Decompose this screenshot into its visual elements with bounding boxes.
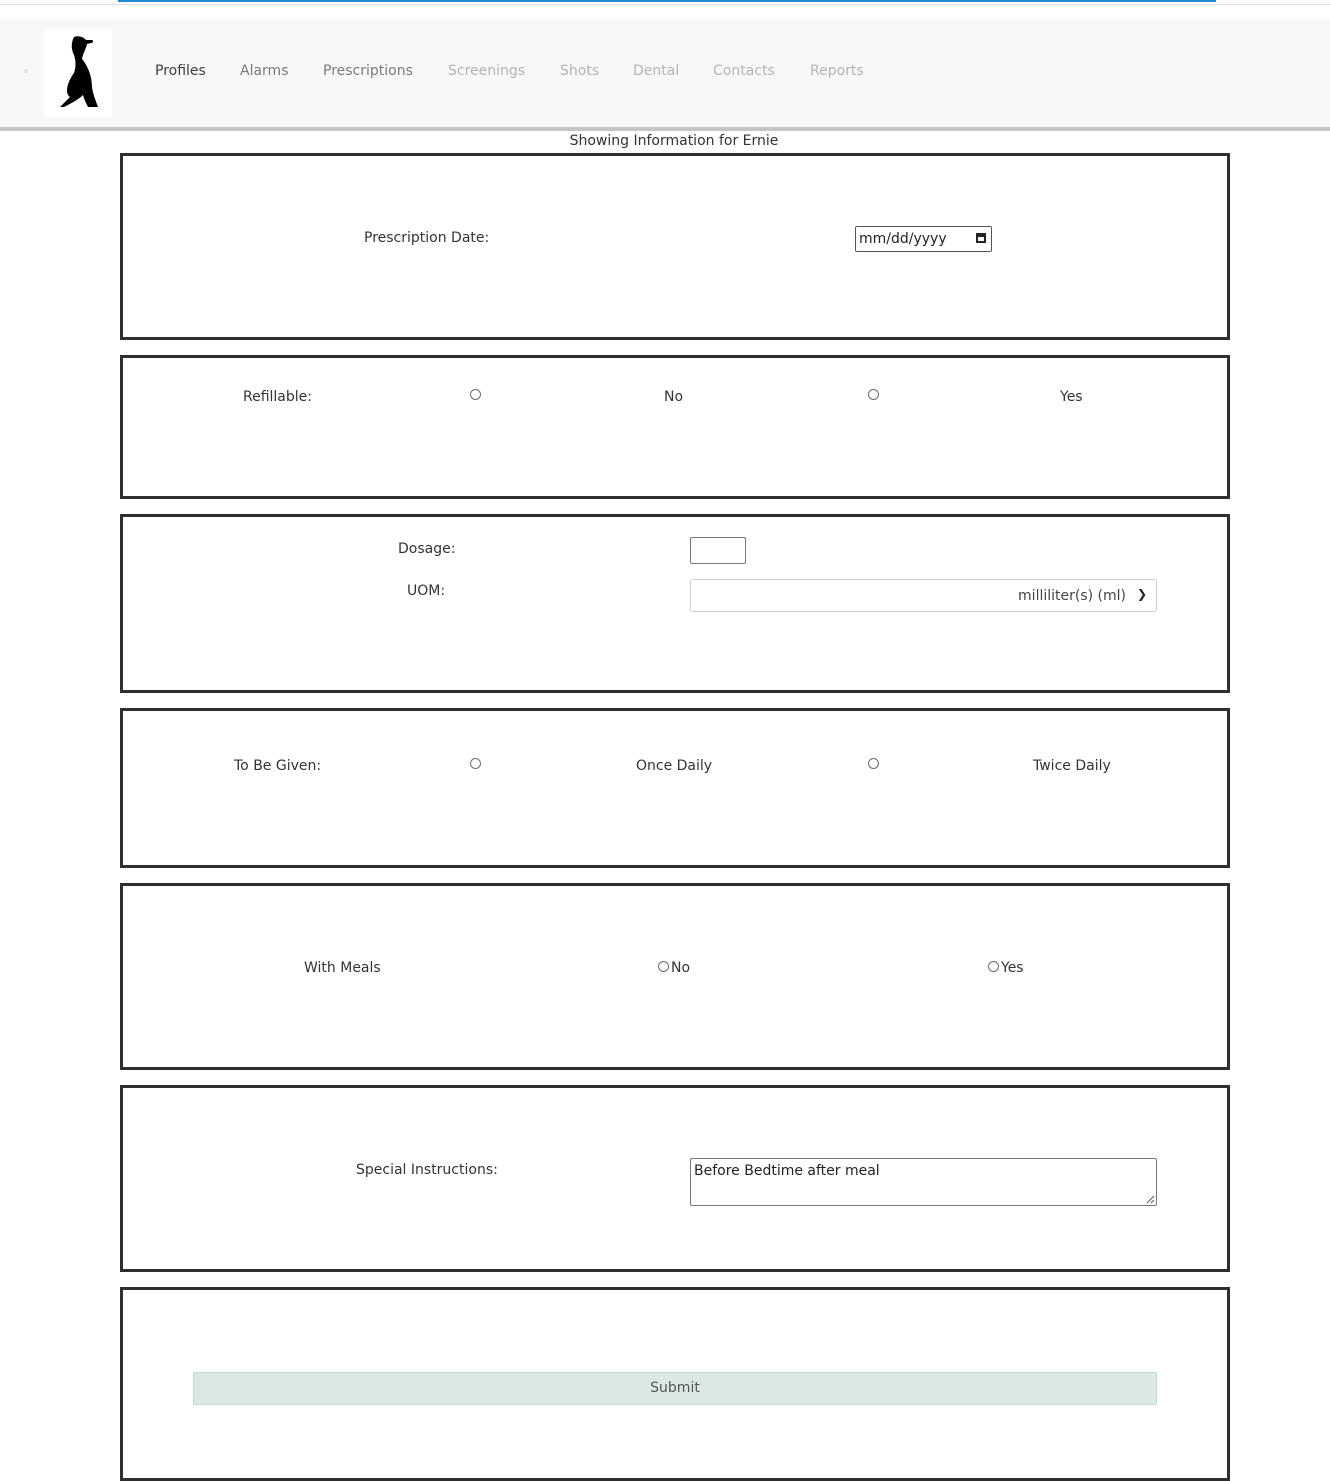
nav-contacts[interactable]: Contacts: [713, 63, 775, 79]
twice-daily-label: Twice Daily: [1033, 758, 1111, 774]
dosage-input[interactable]: [690, 537, 746, 564]
prescription-date-panel: [120, 153, 1230, 340]
navbar: [0, 19, 1330, 131]
special-instructions-textarea[interactable]: [690, 1158, 1157, 1206]
to-be-given-label: To Be Given:: [234, 758, 322, 774]
with-meals-no-radio[interactable]: [658, 961, 669, 972]
uom-select[interactable]: [690, 579, 1157, 612]
resize-grip-icon[interactable]: [1146, 1195, 1155, 1204]
to-be-given-panel: [120, 708, 1230, 868]
submit-panel: [120, 1287, 1230, 1481]
nav-alarms[interactable]: Alarms: [240, 63, 289, 79]
dosage-panel: [120, 514, 1230, 693]
prescription-date-label: Prescription Date:: [364, 230, 490, 246]
greyhound-logo-icon[interactable]: [44, 29, 112, 117]
top-divider: [0, 4, 1330, 5]
refillable-yes-label: Yes: [1060, 389, 1083, 405]
refillable-no-label: No: [664, 389, 684, 405]
nav-screenings[interactable]: Screenings: [448, 63, 526, 79]
special-instructions-panel: [120, 1085, 1230, 1272]
refillable-panel: [120, 355, 1230, 499]
dosage-label: Dosage:: [398, 541, 456, 557]
top-accent-line: [118, 0, 1216, 2]
with-meals-panel: [120, 883, 1230, 1070]
prescription-date-input[interactable]: [855, 226, 992, 252]
submit-button[interactable]: Submit: [193, 1372, 1157, 1405]
twice-daily-radio[interactable]: [868, 758, 879, 769]
chevron-down-icon: ❯: [1136, 587, 1147, 601]
top-accent-bar: [0, 0, 1330, 6]
with-meals-no-label: No: [671, 960, 691, 976]
with-meals-yes-label: Yes: [1001, 960, 1024, 976]
once-daily-radio[interactable]: [470, 758, 481, 769]
uom-label: UOM:: [407, 583, 446, 599]
refillable-yes-radio[interactable]: [868, 389, 879, 400]
nav-prescriptions[interactable]: Prescriptions: [323, 63, 413, 79]
nav-profiles[interactable]: Profiles: [155, 63, 206, 79]
nav-reports[interactable]: Reports: [810, 63, 864, 79]
with-meals-yes-radio[interactable]: [988, 961, 999, 972]
calendar-icon[interactable]: [976, 233, 986, 243]
with-meals-label: With Meals: [304, 960, 381, 976]
uom-selected-value: milliliter(s) (ml): [1018, 588, 1126, 604]
date-placeholder: mm/dd/yyyy: [859, 231, 947, 247]
refillable-label: Refillable:: [243, 389, 312, 405]
nav-shots[interactable]: Shots: [560, 63, 600, 79]
nav-dental[interactable]: Dental: [633, 63, 680, 79]
refillable-no-radio[interactable]: [470, 389, 481, 400]
page-subtitle: Showing Information for Ernie: [569, 133, 779, 149]
special-instructions-value: Before Bedtime after meal: [694, 1163, 880, 1179]
navbar-dot: [24, 69, 28, 73]
special-instructions-label: Special Instructions:: [356, 1162, 498, 1178]
once-daily-label: Once Daily: [636, 758, 713, 774]
